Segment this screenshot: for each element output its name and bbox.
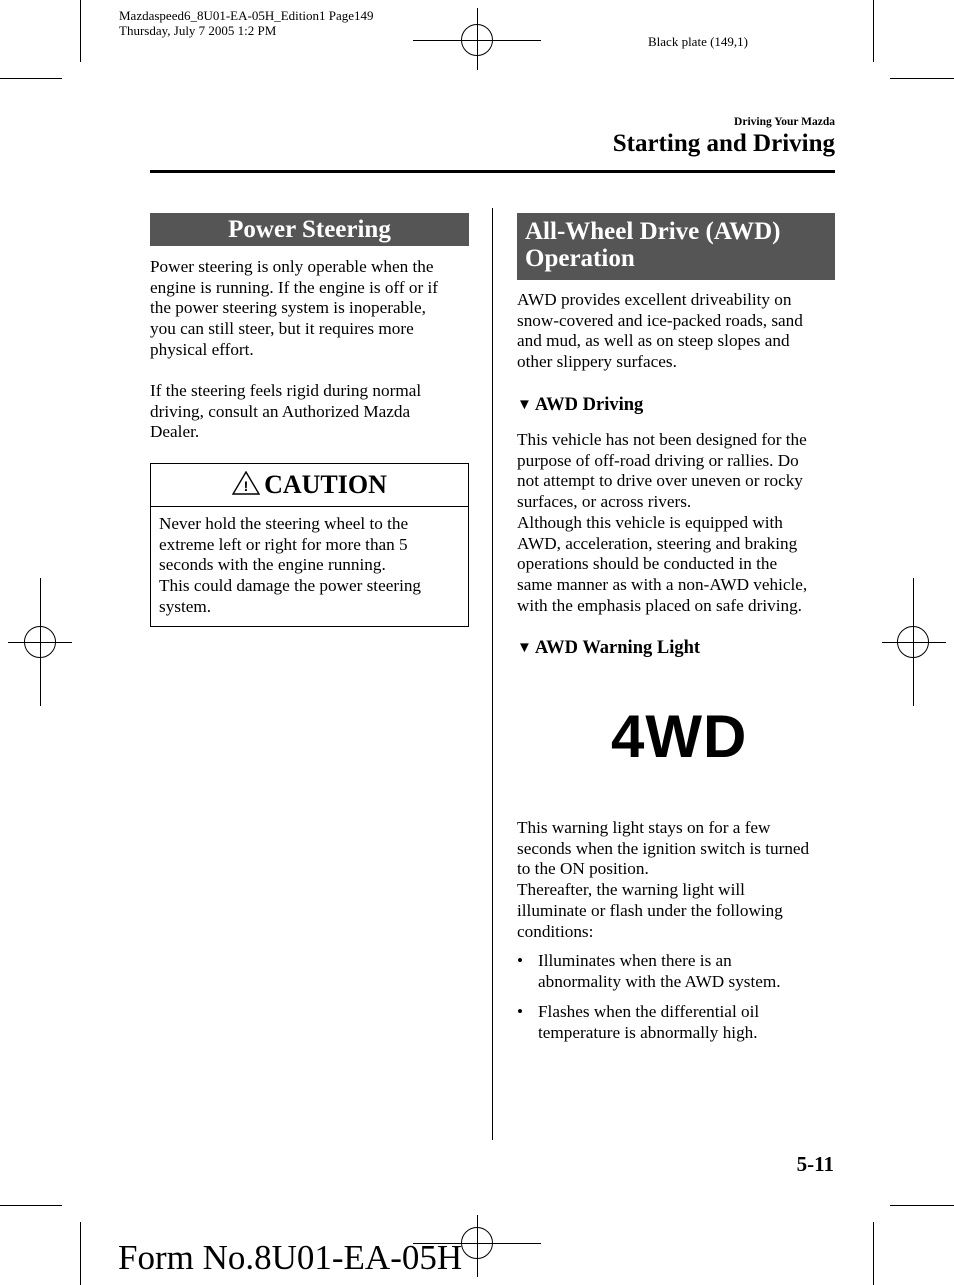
text-line: This could damage the power steering [159, 576, 422, 596]
text-line: Illuminates when there is an [538, 951, 732, 970]
awd-heading-line-2: Operation [525, 245, 635, 272]
text-line: not attempt to drive over uneven or rocky [517, 471, 803, 491]
bullet-text [538, 1002, 759, 1043]
text-line: with the emphasis placed on safe driving. [517, 595, 802, 615]
text-line: operations should be conducted in the [517, 554, 778, 574]
section-label: Driving Your Mazda [734, 116, 835, 128]
page-number: 5-11 [796, 1152, 834, 1176]
print-file-line: Mazdaspeed6_8U01-EA-05H_Edition1 Page149 [119, 8, 374, 23]
text-line: AWD, acceleration, steering and braking [517, 533, 798, 553]
registration-mark-top [413, 8, 541, 70]
awd-intro [517, 290, 847, 373]
text-line: purpose of off-road driving or rallies. Do [517, 450, 799, 470]
text-line: snow-covered and ice-packed roads, sand [517, 310, 803, 330]
text-line: abnormality with the AWD system. [538, 971, 781, 991]
text-line: Dealer. [150, 422, 200, 442]
awd-warning-light-title: AWD Warning Light [534, 638, 701, 658]
awd-warning-light-subheading [517, 638, 700, 659]
caution-box [150, 463, 469, 627]
text-line: to the ON position. [517, 859, 649, 879]
text-line: extreme left or right for more than 5 [159, 534, 408, 554]
list-item [517, 951, 847, 993]
awd-heading [517, 213, 835, 280]
text-line: physical effort. [150, 339, 254, 359]
bullet-text [538, 951, 781, 992]
print-date-line: Thursday, July 7 2005 1:2 PM [119, 23, 277, 38]
down-triangle-icon: ▼ [517, 640, 532, 656]
text-line: AWD provides excellent driveability on [517, 290, 792, 309]
text-line: Although this vehicle is equipped with [517, 512, 783, 532]
registration-mark-right [882, 578, 946, 706]
text-line: illuminate or flash under the following [517, 900, 783, 920]
text-line: same manner as with a non-AWD vehicle, [517, 574, 808, 594]
bullet-glyph: • [517, 1002, 524, 1021]
text-line: Power steering is only operable when the [150, 257, 434, 276]
power-steering-para-2 [150, 381, 480, 443]
awd-driving-title: AWD Driving [534, 395, 644, 415]
caution-title-row [151, 470, 468, 500]
caution-header [151, 464, 468, 507]
text-line: engine is running. If the engine is off or if [150, 277, 438, 297]
text-line: If the steering feels rigid during normal [150, 381, 422, 400]
bullet-glyph: • [517, 951, 524, 970]
text-line: This warning light stays on for a few [517, 818, 771, 837]
list-item [517, 1002, 847, 1044]
awd-heading-line-1: All-Wheel Drive (AWD) [525, 218, 781, 245]
text-line: Thereafter, the warning light will [517, 880, 745, 900]
text-line: surfaces, or across rivers. [517, 492, 692, 512]
registration-mark-left [8, 578, 72, 706]
caution-title: CAUTION [264, 470, 387, 499]
text-line: and mud, as well as on steep slopes and [517, 331, 790, 351]
4wd-indicator-symbol: 4WD [611, 703, 748, 770]
awd-warning-light-para [517, 818, 847, 942]
text-line: you can still steer, but it requires more [150, 319, 414, 339]
text-line: Never hold the steering wheel to the [159, 514, 409, 533]
power-steering-heading [150, 213, 469, 246]
chapter-title: Starting and Driving [612, 130, 835, 157]
power-steering-para-1 [150, 257, 480, 361]
text-line: This vehicle has not been designed for the [517, 430, 807, 449]
caution-body [159, 514, 464, 618]
plate-label: Black plate (149,1) [648, 34, 748, 49]
awd-driving-subheading [517, 395, 643, 416]
text-line: driving, consult an Authorized Mazda [150, 401, 411, 421]
warning-triangle-glyph: ! [243, 478, 249, 494]
text-line: seconds with the engine running. [159, 555, 386, 575]
text-line: the power steering system is inoperable, [150, 298, 426, 318]
form-number: Form No.8U01-EA-05H [118, 1238, 463, 1277]
text-line: Flashes when the differential oil [538, 1002, 760, 1021]
text-line: seconds when the ignition switch is turned [517, 838, 810, 858]
power-steering-heading-text: Power Steering [228, 216, 391, 243]
text-line: conditions: [517, 921, 594, 941]
text-line: temperature is abnormally high. [538, 1022, 758, 1042]
header-rule [150, 170, 835, 173]
text-line: system. [159, 596, 212, 616]
text-line: other slippery surfaces. [517, 352, 677, 372]
column-divider [492, 208, 493, 1140]
warning-triangle-icon [232, 471, 260, 495]
down-triangle-icon: ▼ [517, 397, 532, 413]
awd-driving-para [517, 430, 847, 616]
